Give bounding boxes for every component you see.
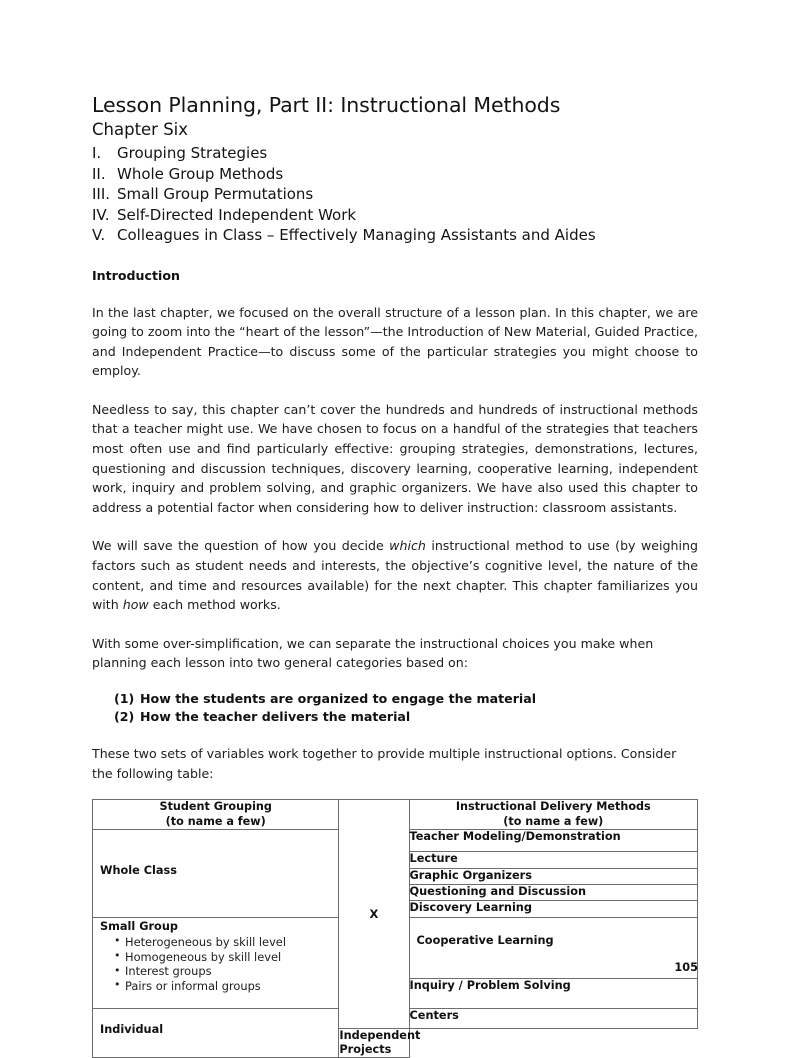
method-cell bbox=[409, 868, 697, 884]
list-item: • Interest groups bbox=[114, 964, 332, 979]
method-label: Cooperative Learning bbox=[416, 934, 554, 948]
outline-item-2 bbox=[92, 164, 698, 185]
multiplier-symbol: X bbox=[369, 907, 379, 922]
method-cell bbox=[409, 901, 697, 917]
grouping-cell-small-group bbox=[93, 917, 339, 1008]
small-group-content bbox=[93, 918, 338, 995]
outline-item-5 bbox=[92, 225, 698, 246]
chapter-subtitle: Chapter Six bbox=[92, 120, 189, 139]
method-label: Centers bbox=[409, 1008, 459, 1022]
outline-item-3 bbox=[92, 184, 698, 205]
method-cell bbox=[409, 830, 697, 852]
student-grouping-header-line2: (to name a few) bbox=[165, 814, 266, 828]
para3-segment-1: We will save the question of how you decide bbox=[92, 538, 390, 554]
category-label: How the teacher delivers the material bbox=[140, 708, 411, 724]
para3-emphasis-which: which bbox=[389, 538, 426, 554]
list-item: • Homogeneous by skill level bbox=[114, 950, 332, 965]
grouping-label-small-group: Small Group bbox=[100, 919, 178, 933]
category-label: How the students are organized to engage the material bbox=[140, 691, 537, 706]
outline-label: Small Group Permutations bbox=[117, 185, 314, 203]
delivery-methods-header-line2: (to name a few) bbox=[503, 814, 604, 828]
outline-numeral: V. bbox=[92, 226, 106, 244]
outline-numeral: II. bbox=[92, 164, 106, 183]
small-group-bullet-list bbox=[100, 935, 332, 993]
outline-numeral: I. bbox=[92, 144, 102, 162]
intro-paragraph-1: In the last chapter, we focused on the overall structure of a lesson plan. In this chapter, we are going to zoom into the “heart of the lesson”—the Introduction of New Material, Guided Practice, and Independent Practice—to discuss some of the particular strategies you might choose to employ. bbox=[92, 304, 698, 379]
chapter-outline-list bbox=[92, 143, 698, 246]
page-title: Lesson Planning, Part II: Instructional Methods bbox=[92, 93, 561, 117]
list-item: • Heterogeneous by skill level bbox=[114, 935, 332, 950]
category-list bbox=[92, 690, 698, 725]
intro-paragraph-4: With some over-simplification, we can separate the instructional choices you make when planning each lesson into two general categories based on: bbox=[92, 635, 654, 671]
grouping-cell-individual bbox=[93, 1008, 339, 1058]
method-label: Graphic Organizers bbox=[409, 868, 532, 882]
method-cell bbox=[409, 1008, 697, 1029]
method-cell bbox=[409, 917, 697, 978]
method-cell bbox=[339, 1029, 421, 1058]
page-content bbox=[92, 92, 698, 1058]
method-label: Teacher Modeling/Demonstration bbox=[409, 830, 621, 844]
page-number: 105 bbox=[674, 961, 698, 974]
para3-segment-3: each method works. bbox=[148, 597, 281, 613]
student-grouping-header-line1: Student Grouping bbox=[159, 800, 272, 814]
outline-label: Self-Directed Independent Work bbox=[117, 205, 357, 224]
outline-label: Grouping Strategies bbox=[117, 144, 268, 162]
outline-item-4 bbox=[92, 205, 698, 226]
method-label: Inquiry / Problem Solving bbox=[409, 978, 571, 992]
grouping-label-whole-class: Whole Class bbox=[100, 863, 177, 877]
multiplier-cell bbox=[339, 800, 409, 1029]
instructional-options-table bbox=[92, 799, 698, 1058]
method-label: Independent Projects bbox=[339, 1029, 421, 1057]
method-cell bbox=[409, 978, 697, 1008]
section-heading-introduction: Introduction bbox=[92, 267, 180, 283]
student-grouping-header bbox=[93, 800, 339, 830]
instructional-options-table-wrapper bbox=[92, 799, 698, 1058]
grouping-label-individual: Individual bbox=[100, 1022, 164, 1036]
outline-item-1 bbox=[92, 143, 698, 164]
delivery-methods-header-line1: Instructional Delivery Methods bbox=[455, 800, 651, 814]
outline-numeral: IV. bbox=[92, 205, 110, 224]
grouping-cell-whole-class bbox=[93, 830, 339, 918]
table-header-row bbox=[93, 800, 698, 830]
category-list-item-2 bbox=[114, 708, 698, 726]
method-label: Discovery Learning bbox=[409, 901, 532, 915]
outline-numeral: III. bbox=[92, 185, 111, 203]
method-label: Lecture bbox=[409, 852, 458, 866]
list-item: • Pairs or informal groups bbox=[114, 979, 332, 994]
para3-segment-2: instructional method to use (by weighing factors such as student needs and interests, the objective’s cognitive level, the nature of the content, and time and resources available) for the next chapter. This chapter familiarizes you with bbox=[92, 538, 698, 613]
intro-paragraph-3 bbox=[92, 536, 698, 614]
outline-label: Colleagues in Class – Effectively Managing Assistants and Aides bbox=[117, 226, 596, 244]
category-list-item-1 bbox=[114, 690, 698, 708]
delivery-methods-header bbox=[409, 800, 697, 830]
para3-emphasis-how: how bbox=[122, 597, 149, 613]
method-cell bbox=[409, 885, 697, 901]
category-marker: (1) bbox=[114, 691, 135, 706]
intro-paragraph-5: These two sets of variables work together to provide multiple instructional options. Consider the following table: bbox=[92, 746, 677, 781]
category-marker: (2) bbox=[114, 708, 135, 724]
intro-paragraph-2: Needless to say, this chapter can’t cover the hundreds and hundreds of instructional methods that a teacher might use. We have chosen to focus on a handful of the strategies that teachers most often use and find particularly effective: grouping strategies, demonstrations, lectures, questioning and discussion techniques, discovery learning, cooperative learning, independent work, inquiry and problem solving, and graphic organizers. We have also used this chapter to address a potential factor when considering how to deliver instruction: classroom assistants. bbox=[92, 401, 698, 515]
method-label: Questioning and Discussion bbox=[409, 885, 587, 899]
method-cell bbox=[409, 852, 697, 868]
outline-label: Whole Group Methods bbox=[117, 164, 284, 183]
